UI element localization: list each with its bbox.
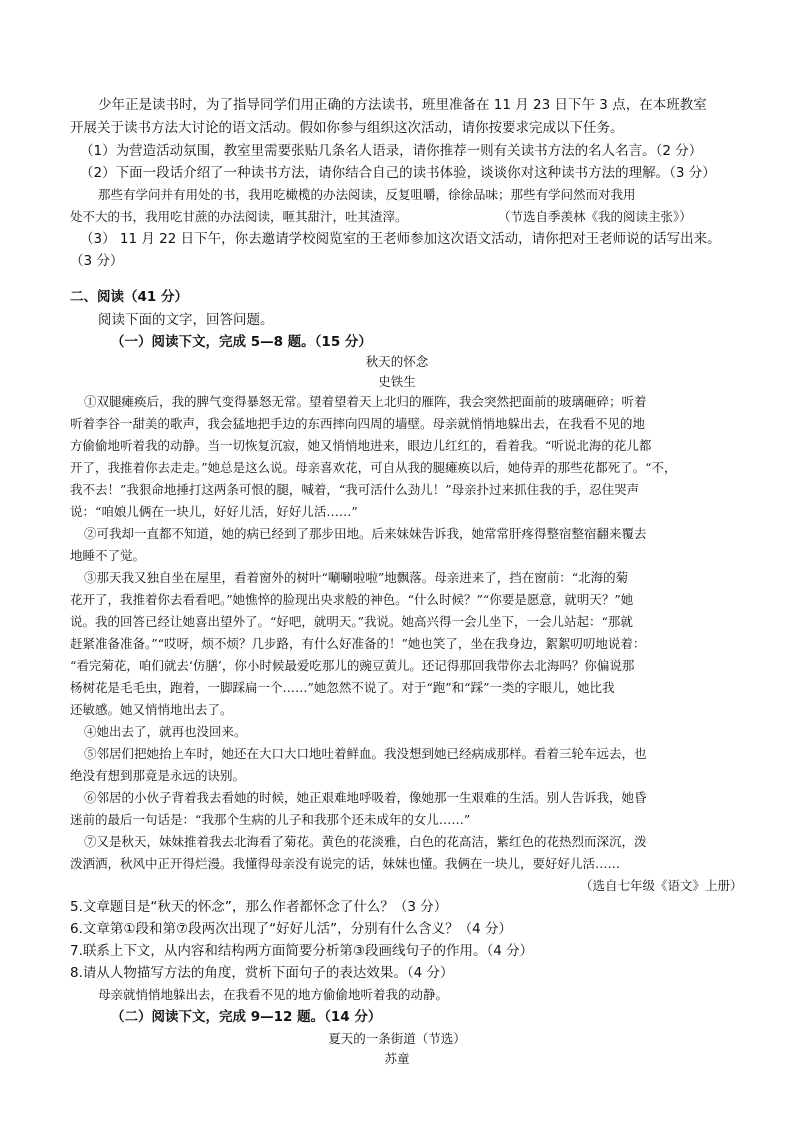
quote-line-1: 那些有学问并有用处的书，我用吃橄榄的办法阅读，反复咀嚼，徐徐品味；那些有学问然而对我用	[98, 187, 636, 202]
question-8-quote: 母亲就悄悄地躲出去，在我看不见的地方偷偷地听着我的动静。	[98, 987, 449, 1002]
essay-line: 听着李谷一甜美的歌声，我会猛地把手边的东西摔向四周的墙壁。母亲就悄悄地躲出去，在我看不见的地	[70, 416, 646, 431]
question-3-line-2: （3 分）	[70, 253, 124, 269]
quote-source: （节选自季羡林《我的阅读主张》）	[498, 209, 692, 224]
question-1: （1）为营造活动氛围，教室里需要张贴几条名人语录，请你推荐一则有关读书方法的名人名言。（2 分）	[80, 143, 703, 159]
essay-line: 迷前的最后一句话是：“我那个生病的儿子和我那个还未成年的女儿……”	[70, 812, 471, 827]
essay-line: 花开了，我推着你去看看吧。”她憔悴的脸现出央求般的神色。“什么时候？”“你要是愿意，就明天？”她	[70, 592, 634, 607]
essay-1-author: 史铁生	[378, 374, 416, 389]
essay-line: ③那天我又独自坐在屋里，看着窗外的树叶“唰唰啦啦”地飘落。母亲进来了，挡在窗前：“北海的菊	[84, 570, 629, 585]
essay-line: ①双腿瘫痪后，我的脾气变得暴怒无常。望着望着天上北归的雁阵，我会突然把面前的玻璃砸碎；听着	[84, 394, 647, 409]
essay-line: ⑥邻居的小伙子背着我去看她的时候，她正艰难地呼吸着，像她那一生艰难的生活。别人告诉我，她昏	[84, 790, 647, 805]
essay-2-author: 苏童	[384, 1051, 410, 1066]
intro-line-1: 少年正是读书时，为了指导同学们用正确的方法读书，班里准备在 11 月 23 日下午 3 点，在本班教室	[98, 97, 707, 113]
essay-line: 绝没有想到那竟是永远的诀别。	[70, 768, 246, 783]
essay-line: 还敏感。她又悄悄地出去了。	[70, 702, 233, 717]
essay-2-title: 夏天的一条街道（节选）	[328, 1031, 466, 1046]
essay-line: 泼洒洒，秋风中正开得烂漫。我懂得母亲没有说完的话，妹妹也懂。我俩在一块儿，要好好儿活……	[70, 856, 621, 871]
essay-line: 说：“咱娘儿俩在一块儿，好好儿活，好好儿活……”	[70, 504, 358, 519]
question-7: 7.联系上下文，从内容和结构两方面简要分析第③段画线句子的作用。（4 分）	[70, 943, 534, 959]
subsection-2-heading: （二）阅读下文，完成 9—12 题。（14 分）	[111, 1009, 382, 1025]
essay-line: “看完菊花，咱们就去‘仿膳’，你小时候最爱吃那儿的豌豆黄儿。还记得那回我带你去北海吗？你偏说那	[70, 658, 635, 673]
section-instruction: 阅读下面的文字，回答问题。	[98, 312, 274, 328]
question-2: （2）下面一段话介绍了一种读书方法，请你结合自己的读书体验，谈谈你对这种读书方法的理解。（3 分）	[80, 165, 716, 181]
essay-line: ⑦又是秋天，妹妹推着我去北海看了菊花。黄色的花淡雅，白色的花高洁，紫红色的花热烈而深沉，泼	[84, 834, 647, 849]
question-5: 5.文章题目是“秋天的怀念”，那么作者都怀念了什么？（3 分）	[70, 899, 448, 915]
essay-1-title: 秋天的怀念	[365, 354, 429, 369]
essay-line: 方偷偷地听着我的动静。当一切恢复沉寂，她又悄悄地进来，眼边儿红红的，看着我。“听说北海的花儿都	[70, 438, 652, 453]
essay-line: ②可我却一直都不知道，她的病已经到了那步田地。后来妹妹告诉我，她常常肝疼得整宿整宿翻来覆去	[84, 526, 647, 541]
essay-line: 赶紧准备准备。”“哎呀，烦不烦？几步路，有什么好准备的！”她也笑了，坐在我身边，絮絮叨叨地说着：	[70, 636, 646, 651]
question-6: 6.文章第①段和第⑦段两次出现了“好好儿活”，分别有什么含义？（4 分）	[70, 921, 512, 937]
essay-line: ⑤邻居们把她抬上车时，她还在大口大口地吐着鲜血。我没想到她已经病成那样。看着三轮车远去，也	[84, 746, 647, 761]
quote-line-2: 处不大的书，我用吃甘蔗的办法阅读，咂其甜汁，吐其渣滓。	[70, 209, 408, 224]
question-3-line-1: （3） 11 月 22 日下午，你去邀请学校阅览室的王老师参加这次语文活动，请你把对王老师说的话写出来。	[80, 231, 721, 247]
essay-line: 地睡不了觉。	[70, 548, 146, 563]
subsection-1-heading: （一）阅读下文，完成 5—8 题。（15 分）	[111, 334, 372, 350]
essay-line: ④她出去了，就再也没回来。	[84, 724, 247, 739]
question-8: 8.请从人物描写方法的角度，赏析下面句子的表达效果。（4 分）	[70, 965, 454, 981]
essay-line: 说。我的回答已经让她喜出望外了。“好吧，就明天。”我说。她高兴得一会儿坐下，一会儿站起：“那就	[70, 614, 633, 629]
essay-line: 杨树花是毛毛虫，跑着，一脚踩扁一个……”她忽然不说了。对于“跑”和“踩”一类的字眼儿，她比我	[70, 680, 615, 695]
essay-1-source: （选自七年级《语文》上册）	[580, 878, 743, 893]
section-heading: 二、阅读（41 分）	[70, 289, 188, 305]
essay-line: 开了，我推着你去走走。”她总是这么说。母亲喜欢花，可自从我的腿瘫痪以后，她侍弄的那些花都死了。“不，	[70, 460, 677, 475]
intro-line-2: 开展关于读书方法大讨论的语文活动。假如你参与组织这次活动，请你按要求完成以下任务。	[70, 120, 624, 136]
essay-line: 我不去！”我狠命地捶打这两条可恨的腿，喊着，“我可活什么劲儿！”母亲扑过来抓住我的手，忍住哭声	[70, 482, 640, 497]
